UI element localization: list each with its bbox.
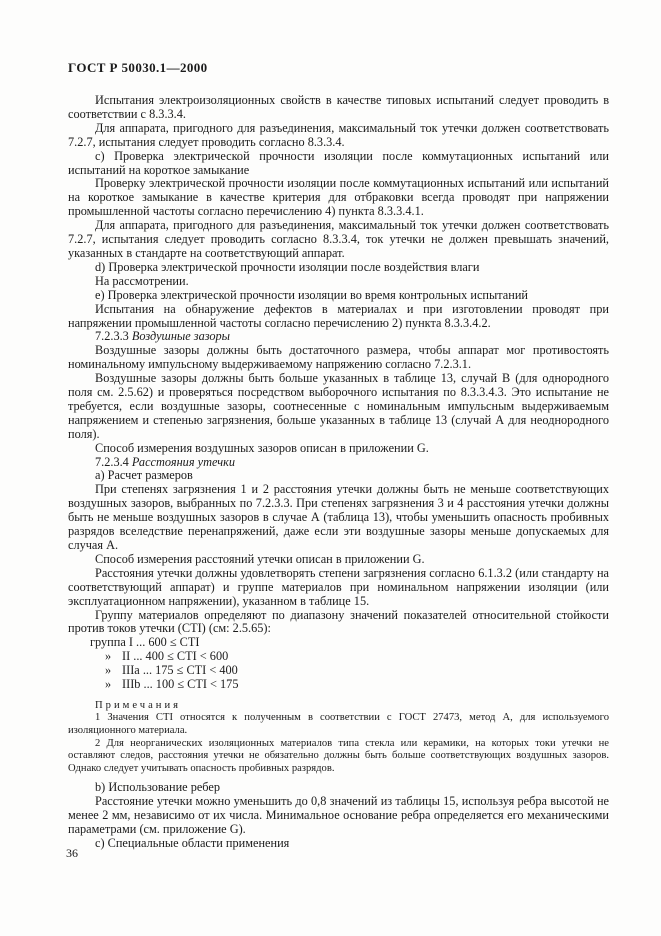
clause-heading (68, 456, 609, 470)
paragraph: Проверку электрической прочности изоляции после коммутационных испытаний или испытаний на короткое замыкание в качестве критерия для отбраковки всегда проводят при напряжении промышленной частоты согласно перечислению 4) пункта 8.3.3.4.1. (68, 176, 609, 219)
paragraph: Расстояния утечки должны удовлетворять степени загрязнения согласно 6.1.3.2 (или стандарту на соответствующий аппарат) и группе материалов при номинальном напряжении изоляции (или эксплуатационном напряжении), указанном в таблице 15. (68, 565, 609, 608)
paragraph: Испытания электроизоляционных свойств в качестве типовых испытаний следует проводить в соответствии с 8.3.3.4. (68, 93, 609, 121)
page-number: 36 (66, 846, 78, 860)
paragraph: d) Проверка электрической прочности изоляции после воздействия влаги (95, 259, 480, 274)
paragraph: Способ измерения расстояний утечки описан в приложении G. (95, 551, 425, 566)
list-item (68, 636, 609, 650)
paragraph: Расстояние утечки можно уменьшить до 0,8 значений из таблицы 15, используя ребра высотой не менее 2 мм, независимо от их числа. Минимальное основание ребра определяется его механическими параметрами (см. приложение G). (68, 793, 609, 836)
paragraph: b) Использование ребер (95, 779, 221, 794)
list-item (68, 678, 609, 692)
paragraph: Группу материалов определяют по диапазону значений показателей относительной стойкости против токов утечки (CTI) (см: 2.5.65): (68, 607, 609, 636)
list-item-label: IIIa ... 175 ≤ CTI < 400 (122, 663, 238, 678)
repeat-marker: » (105, 677, 112, 692)
paragraph: e) Проверка электрической прочности изоляции во время контрольных испытаний (95, 287, 528, 302)
paragraph: Для аппарата, пригодного для разъединения, максимальный ток утечки должен соответствовать 7.2.7, испытания следует проводить согласно 8.3.3.4, ток утечки не должен превышать значений, указанных в стандарте на соответствующий аппарат. (68, 218, 609, 260)
document-body (68, 94, 609, 850)
paragraph: Воздушные зазоры должны быть достаточного размера, чтобы аппарат мог противостоять номинальному импульсному выдерживаемому напряжению согласно 7.2.3.1. (68, 343, 609, 372)
paragraph: Для аппарата, пригодного для разъединения, максимальный ток утечки должен соответствовать 7.2.7, испытания следует проводить согласно 8.3.3.4. (68, 120, 609, 149)
material-group-list (68, 636, 609, 692)
clause-number: 7.2.3.4 (95, 454, 132, 469)
clause-heading (68, 330, 609, 344)
paragraph: На рассмотрении. (95, 273, 189, 288)
list-item-label: IIIb ... 100 ≤ CTI < 175 (122, 677, 239, 692)
note-paragraph: 2 Для неорганических изоляционных материалов типа стекла или керамики, на которых токи утечки не оставляют следов, расстояния утечки не обязательно должны быть больше соответствующих воздушных зазоров. Однако следует учитывать опасность пробивных разрядов. (68, 737, 609, 775)
note-paragraph: 1 Значения CTI относятся к полученным в соответствии с ГОСТ 27473, метод А, для используемого изоляционного материала. (68, 711, 609, 736)
document-title: ГОСТ Р 50030.1—2000 (68, 60, 208, 75)
paragraph: c) Проверка электрической прочности изоляции после коммутационных испытаний или испытаний на короткое замыкание (68, 148, 609, 177)
list-item (68, 650, 609, 664)
notes-label: Примечания (95, 699, 181, 711)
list-item-label: II ... 400 ≤ CTI < 600 (122, 649, 229, 664)
paragraph: c) Специальные области применения (95, 835, 290, 850)
paragraph: Воздушные зазоры должны быть больше указанных в таблице 13, случай В (для однородного поля см. 2.5.62) и проверяться посредством выборочного испытания по 8.3.3.4.3. Это испытание не требуется, если воздушные зазоры, соотнесенные с номинальным импульсным выдерживаемым напряжением и степенью загрязнения, больше указанных в таблице 13 (случай А для неоднородного поля). (68, 371, 609, 441)
list-item (68, 664, 609, 678)
clause-number: 7.2.3.3 (95, 329, 132, 344)
clause-title: Воздушные зазоры (131, 329, 230, 344)
repeat-marker: » (105, 663, 112, 678)
paragraph: Способ измерения воздушных зазоров описан в приложении G. (95, 440, 429, 455)
paragraph: a) Расчет размеров (95, 468, 193, 483)
list-item-label: группа I ... 600 ≤ CTI (90, 635, 200, 650)
paragraph: При степенях загрязнения 1 и 2 расстояния утечки должны быть не меньше соответствующих воздушных зазоров, выбранных по 7.2.3.3. При степенях загрязнения 3 и 4 расстояния утечки должны быть не меньше воздушных зазоров в случае А (таблица 13), чтобы уменьшить опасность пробивных разрядов вселедствие перенапряжений, даже если эти воздушные зазоры меньше допускаемых для случая А. (68, 482, 609, 552)
repeat-marker: » (105, 649, 112, 664)
clause-title: Расстояния утечки (131, 454, 236, 469)
paragraph: Испытания на обнаружение дефектов в материалах и при изготовлении проводят при напряжении промышленной частоты согласно перечислению 2) пункта 8.3.3.4.2. (68, 301, 609, 330)
